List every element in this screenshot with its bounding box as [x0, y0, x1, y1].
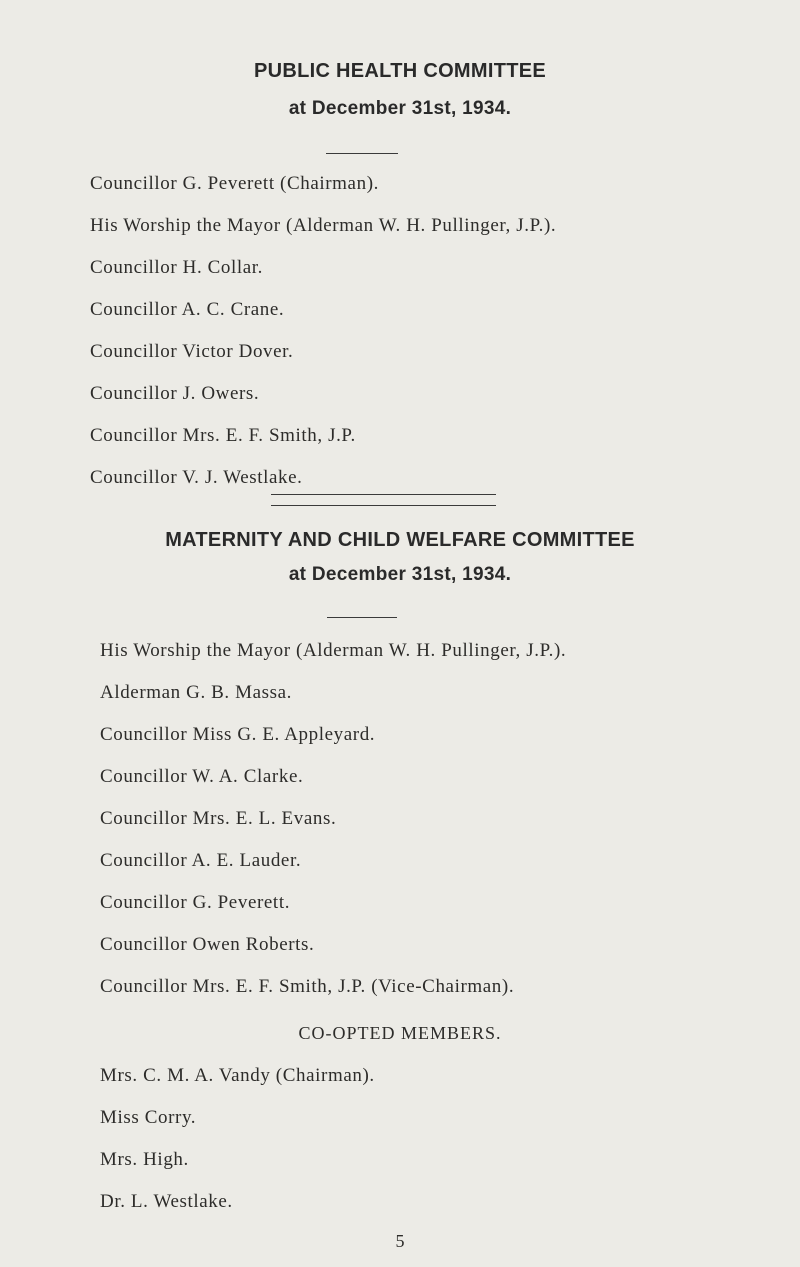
public-health-member: Councillor Mrs. E. F. Smith, J.P. [90, 425, 356, 446]
double-divider-top [271, 494, 496, 495]
maternity-member: Councillor W. A. Clarke. [100, 766, 304, 787]
public-health-member: Councillor H. Collar. [90, 257, 264, 278]
maternity-title: MATERNITY AND CHILD WELFARE COMMITTEE [165, 529, 635, 551]
maternity-member: Alderman G. B. Massa. [100, 682, 293, 703]
public-health-member: Councillor G. Peverett (Chairman). [90, 173, 379, 194]
short-divider [326, 153, 398, 154]
short-divider [327, 617, 397, 618]
maternity-member: Councillor Miss G. E. Appleyard. [100, 724, 376, 745]
maternity-member: Councillor G. Peverett. [100, 892, 291, 913]
double-divider-bottom [271, 505, 496, 506]
coopted-member: Miss Corry. [100, 1107, 197, 1128]
coopted-member: Dr. L. Westlake. [100, 1191, 233, 1212]
public-health-member: Councillor A. C. Crane. [90, 299, 285, 320]
public-health-member: Councillor J. Owers. [90, 383, 260, 404]
maternity-member: Councillor Mrs. E. F. Smith, J.P. (Vice-Chairman). [100, 976, 515, 997]
maternity-member: Councillor Mrs. E. L. Evans. [100, 808, 337, 829]
coopted-member: Mrs. C. M. A. Vandy (Chairman). [100, 1065, 375, 1086]
public-health-member: Councillor Victor Dover. [90, 341, 294, 362]
public-health-date: at December 31st, 1934. [288, 98, 512, 119]
coopted-heading: CO-OPTED MEMBERS. [298, 1023, 502, 1043]
public-health-title: PUBLIC HEALTH COMMITTEE [253, 60, 547, 82]
maternity-member: Councillor A. E. Lauder. [100, 850, 302, 871]
maternity-member: His Worship the Mayor (Alderman W. H. Pullinger, J.P.). [100, 640, 567, 661]
page-number: 5 [395, 1231, 405, 1251]
coopted-member: Mrs. High. [100, 1149, 189, 1170]
maternity-member: Councillor Owen Roberts. [100, 934, 315, 955]
public-health-member: His Worship the Mayor (Alderman W. H. Pullinger, J.P.). [90, 215, 557, 236]
maternity-date: at December 31st, 1934. [288, 564, 512, 585]
public-health-member: Councillor V. J. Westlake. [90, 467, 303, 488]
